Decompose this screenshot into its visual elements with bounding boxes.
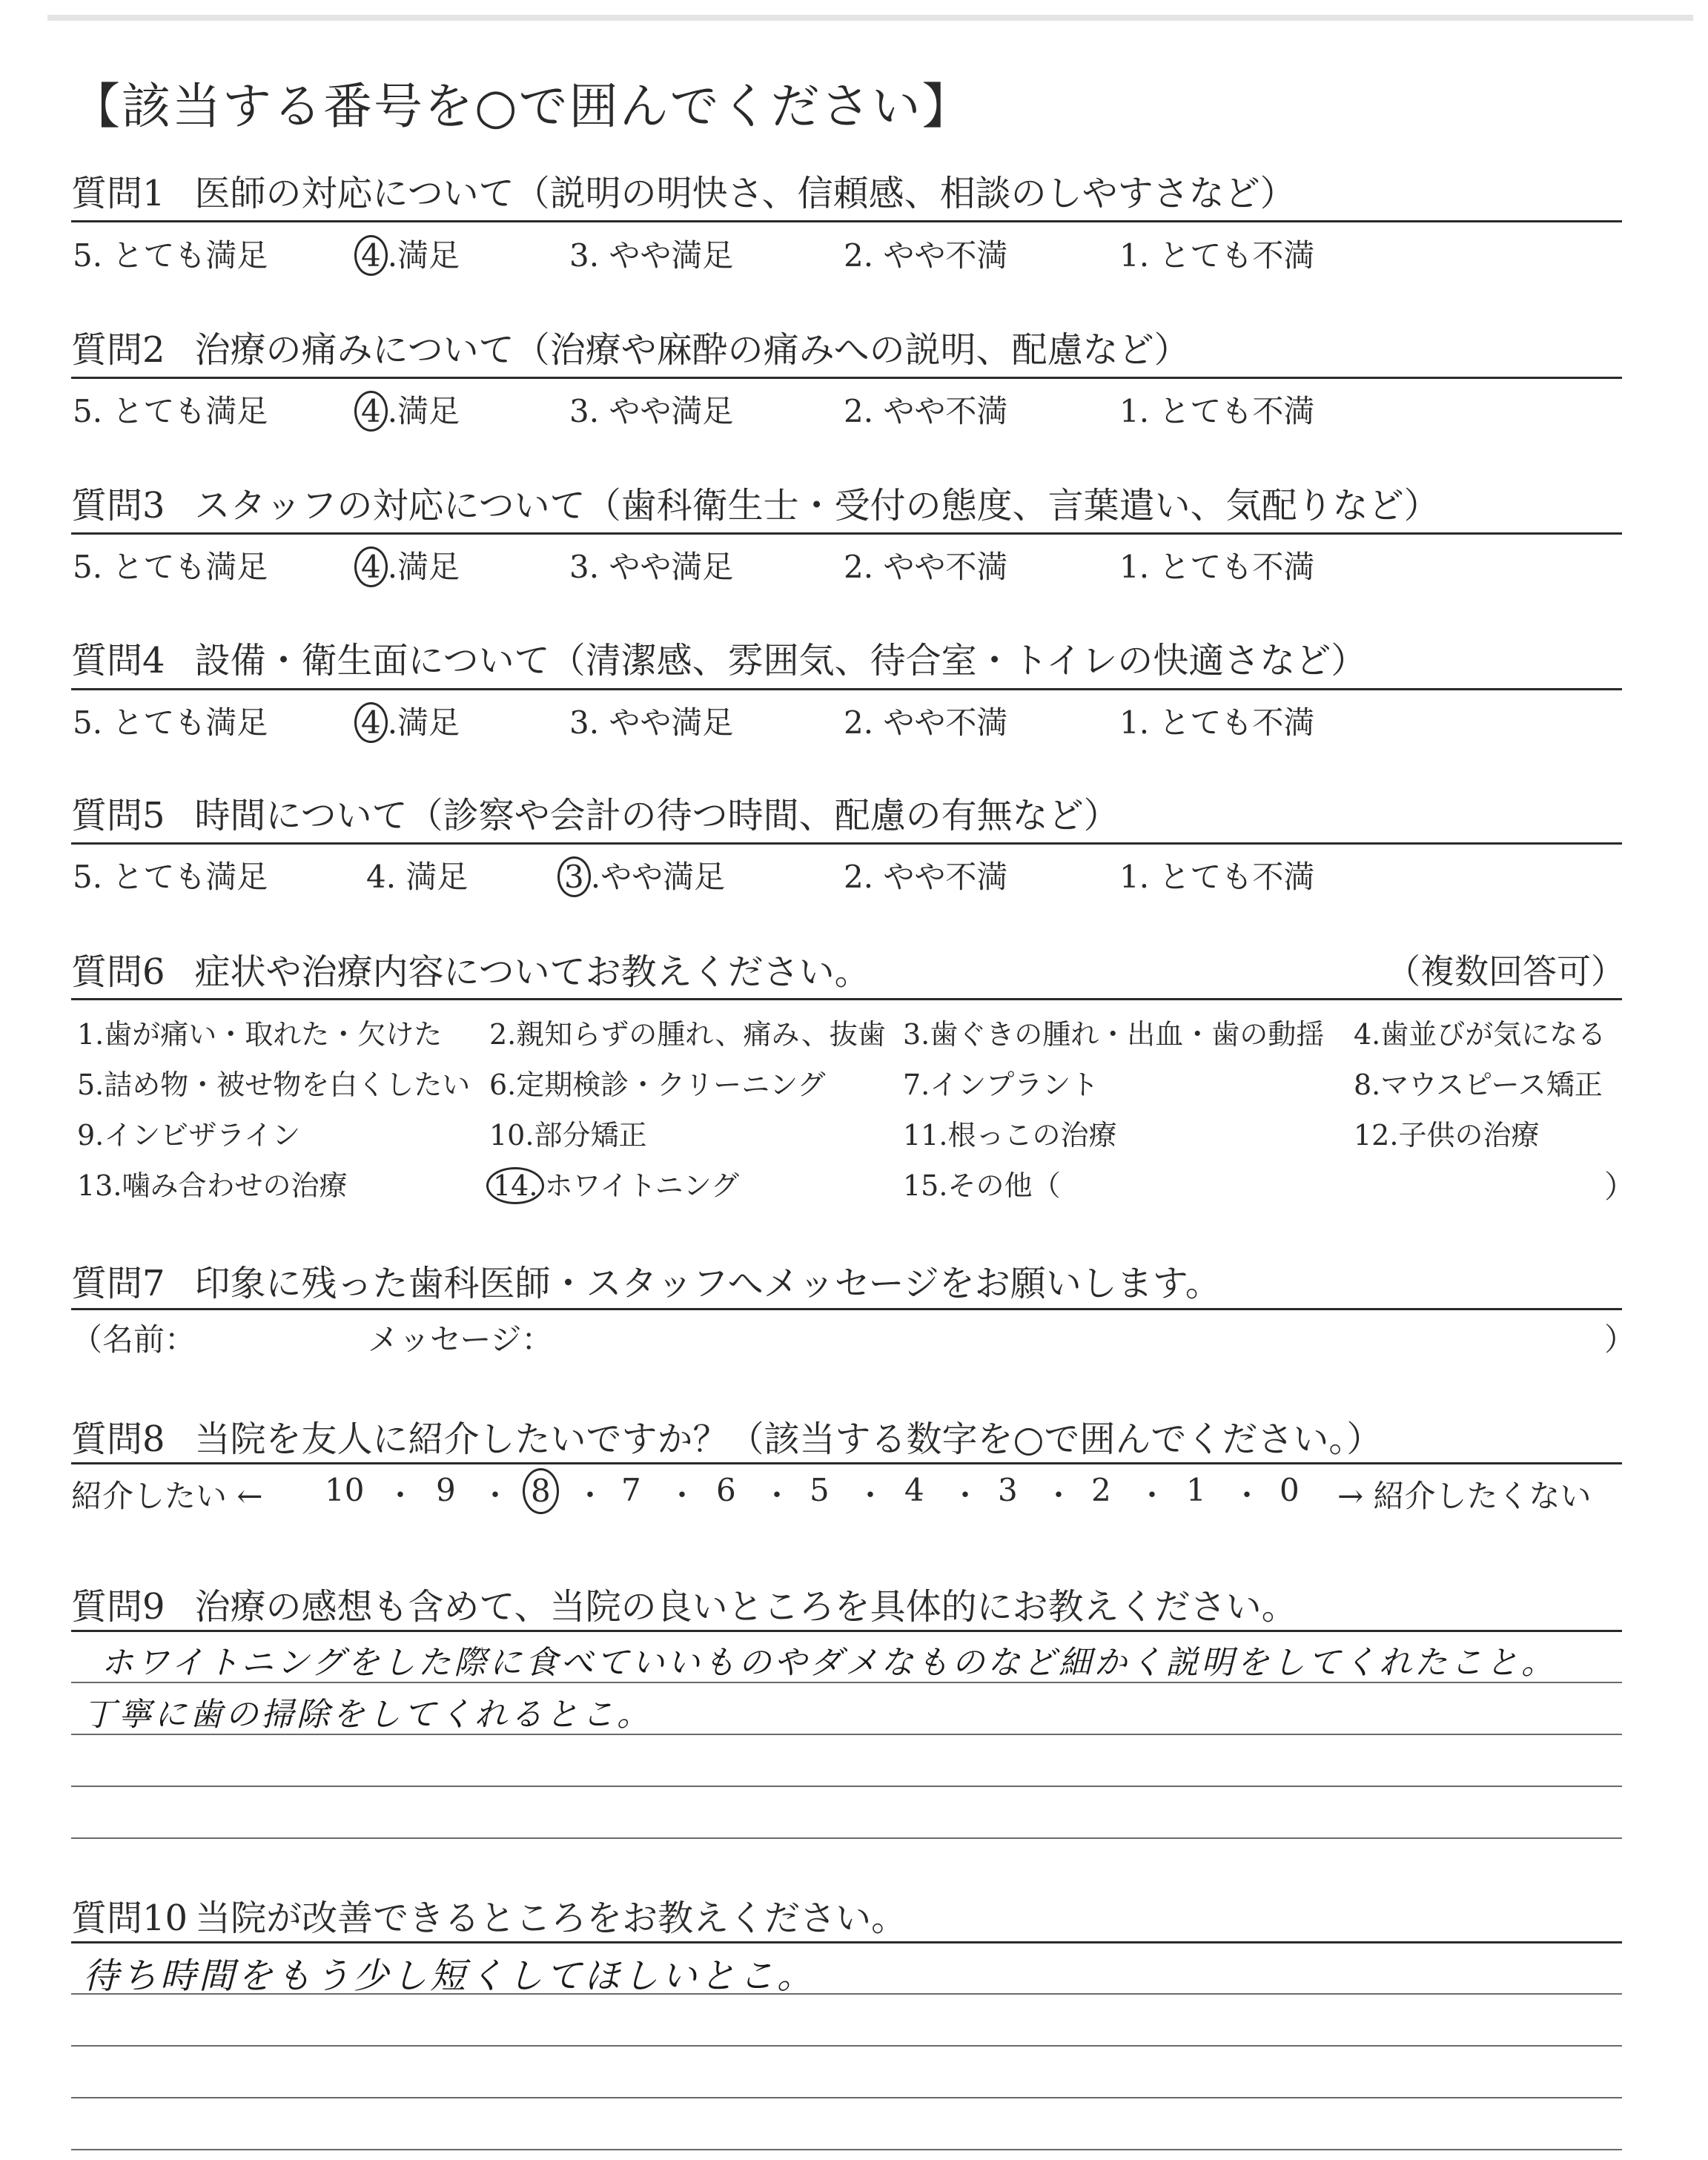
question-number: 質問5 xyxy=(71,795,165,836)
option-5[interactable]: 5. とても満足 xyxy=(73,859,268,895)
question-1-heading xyxy=(71,165,1296,216)
question-text: 時間について（診察や会計の待つ時間、配慮の有無など） xyxy=(194,795,1119,836)
question-text: 症状や治療内容についてお教えください。 xyxy=(194,951,870,993)
scale-value-circled[interactable]: 8 xyxy=(523,1468,559,1514)
handwritten-answer: 待ち時間をもう少し短くしてほしいとこ。 xyxy=(83,1955,816,1997)
option-4-circled[interactable]: 4 .満足 xyxy=(362,543,460,587)
question-number: 質問4 xyxy=(71,640,165,681)
option-2[interactable]: 2. やや不満 xyxy=(844,859,1008,895)
question-number: 質問1 xyxy=(71,173,165,214)
symptom-item[interactable]: 8.マウスピース矯正 xyxy=(1354,1069,1603,1101)
question-number: 質問6 xyxy=(71,951,165,993)
question-text: 治療の感想も含めて、当院の良いところを具体的にお教えください。 xyxy=(194,1586,1297,1628)
question-8-rule xyxy=(71,1462,1622,1464)
question-number: 質問3 xyxy=(71,485,165,526)
answer-line xyxy=(71,1786,1622,1787)
symptom-item[interactable]: 9.インビザライン xyxy=(77,1119,301,1152)
symptom-item[interactable]: 6.定期検診・クリーニング xyxy=(489,1069,826,1101)
multiple-answer-note: （複数回答可） xyxy=(1386,951,1625,991)
scale-value[interactable]: 7 xyxy=(621,1472,641,1508)
symptom-item-circled[interactable]: 14. ホワイトニング xyxy=(494,1163,739,1203)
question-number: 質問8 xyxy=(71,1418,165,1460)
question-6-heading xyxy=(71,943,870,994)
symptom-item[interactable]: 7.インプラント xyxy=(903,1069,1099,1101)
other-close-paren: ） xyxy=(1604,1169,1636,1205)
symptom-item[interactable]: 1.歯が痛い・取れた・欠けた xyxy=(77,1018,443,1051)
option-2[interactable]: 2. やや不満 xyxy=(844,393,1008,429)
question-10-heading xyxy=(71,1889,907,1941)
message-close-paren: ） xyxy=(1604,1321,1636,1358)
symptom-item-other[interactable]: 15.その他（ xyxy=(903,1169,1061,1202)
scale-value[interactable]: 5 xyxy=(810,1472,830,1508)
scale-right-label: → 紹介したくない xyxy=(1337,1478,1592,1514)
question-9-rule xyxy=(71,1630,1622,1632)
option-1[interactable]: 1. とても不満 xyxy=(1119,237,1315,274)
scale-value[interactable]: 1 xyxy=(1186,1472,1206,1508)
option-3[interactable]: 3. やや満足 xyxy=(569,549,734,585)
scan-top-edge xyxy=(47,15,1693,21)
question-6-rule xyxy=(71,998,1622,1000)
symptom-item[interactable]: 13.噛み合わせの治療 xyxy=(77,1169,348,1202)
option-3-circled[interactable]: 3 .やや満足 xyxy=(565,853,725,897)
symptom-item[interactable]: 12.子供の治療 xyxy=(1354,1119,1540,1152)
answer-line xyxy=(71,2097,1622,2098)
option-4-circled[interactable]: 4 .満足 xyxy=(362,231,460,276)
option-1[interactable]: 1. とても不満 xyxy=(1119,704,1315,741)
option-1[interactable]: 1. とても不満 xyxy=(1119,393,1315,429)
message-label: メッセージ： xyxy=(368,1321,553,1358)
option-4-circled[interactable]: 4 .満足 xyxy=(362,698,460,743)
option-5[interactable]: 5. とても満足 xyxy=(73,237,268,274)
question-text: 当院が改善できるところをお教えください。 xyxy=(195,1898,907,1939)
question-text: 印象に残った歯科医師・スタッフへメッセージをお願いします。 xyxy=(194,1263,1221,1304)
question-number: 質問7 xyxy=(71,1263,165,1304)
question-number: 質問10 xyxy=(71,1898,188,1939)
option-2[interactable]: 2. やや不満 xyxy=(844,704,1008,741)
question-3-heading xyxy=(71,477,1440,528)
scale-value[interactable]: 2 xyxy=(1091,1472,1111,1508)
scale-value[interactable]: 4 xyxy=(904,1472,924,1508)
question-4-rule xyxy=(71,688,1622,690)
page-title: 【該当する番号を○で囲んでください】 xyxy=(71,78,973,135)
question-4-heading xyxy=(71,632,1366,683)
question-text: 治療の痛みについて（治療や麻酔の痛みへの説明、配慮など） xyxy=(194,329,1190,371)
option-5[interactable]: 5. とても満足 xyxy=(73,704,268,741)
question-text: 医師の対応について（説明の明快さ、信頼感、相談のしやすさなど） xyxy=(194,173,1296,214)
symptom-item[interactable]: 2.親知らずの腫れ、痛み、抜歯 xyxy=(489,1018,886,1051)
question-number: 質問2 xyxy=(71,329,165,371)
scale-value[interactable]: 3 xyxy=(998,1472,1018,1508)
option-3[interactable]: 3. やや満足 xyxy=(569,393,734,429)
question-text: 設備・衛生面について（清潔感、雰囲気、待合室・トイレの快適さなど） xyxy=(194,640,1367,681)
symptom-item[interactable]: 10.部分矯正 xyxy=(489,1119,647,1152)
question-7-rule xyxy=(71,1308,1622,1310)
question-1-rule xyxy=(71,220,1622,222)
answer-line xyxy=(71,1837,1622,1839)
option-3[interactable]: 3. やや満足 xyxy=(569,237,734,274)
option-2[interactable]: 2. やや不満 xyxy=(844,549,1008,585)
answer-line xyxy=(71,2149,1622,2150)
scale-value[interactable]: 10 xyxy=(325,1472,365,1508)
handwritten-answer: ホワイトニングをした際に食べていいものやダメなものなど細かく説明をしてくれたこと。 xyxy=(101,1644,1558,1682)
scale-left-label: 紹介したい ← xyxy=(71,1478,263,1514)
question-10-rule xyxy=(71,1941,1622,1943)
question-9-heading xyxy=(71,1578,1297,1629)
question-2-rule xyxy=(71,377,1622,379)
symptom-item[interactable]: 3.歯ぐきの腫れ・出血・歯の動揺 xyxy=(903,1018,1325,1051)
option-3[interactable]: 3. やや満足 xyxy=(569,704,734,741)
scale-value[interactable]: 0 xyxy=(1280,1472,1300,1508)
option-5[interactable]: 5. とても満足 xyxy=(73,549,268,585)
handwritten-answer: 丁寧に歯の掃除をしてくれるとこ。 xyxy=(83,1696,652,1734)
question-8-heading xyxy=(71,1410,1382,1462)
name-label: （名前： xyxy=(71,1321,196,1358)
question-3-rule xyxy=(71,532,1622,535)
symptom-item[interactable]: 4.歯並びが気になる xyxy=(1354,1018,1606,1051)
scale-value[interactable]: 6 xyxy=(716,1472,736,1508)
option-1[interactable]: 1. とても不満 xyxy=(1119,549,1315,585)
option-1[interactable]: 1. とても不満 xyxy=(1119,859,1315,895)
question-5-heading xyxy=(71,787,1119,838)
option-4[interactable]: 4. 満足 xyxy=(366,859,469,895)
option-2[interactable]: 2. やや不満 xyxy=(844,237,1008,274)
answer-line xyxy=(71,2045,1622,2047)
question-7-heading xyxy=(71,1255,1221,1306)
option-4-circled[interactable]: 4 .満足 xyxy=(362,387,460,432)
question-text: 当院を友人に紹介したいですか？（該当する数字を○で囲んでください。） xyxy=(194,1418,1383,1460)
question-2-heading xyxy=(71,321,1190,372)
question-5-rule xyxy=(71,842,1622,845)
question-number: 質問9 xyxy=(71,1586,165,1628)
scale-value[interactable]: 9 xyxy=(436,1472,456,1508)
option-5[interactable]: 5. とても満足 xyxy=(73,393,268,429)
symptom-item[interactable]: 5.詰め物・被せ物を白くしたい xyxy=(77,1069,471,1101)
symptom-item[interactable]: 11.根っこの治療 xyxy=(903,1119,1117,1152)
question-text: スタッフの対応について（歯科衛生士・受付の態度、言葉遣い、気配りなど） xyxy=(194,485,1440,526)
